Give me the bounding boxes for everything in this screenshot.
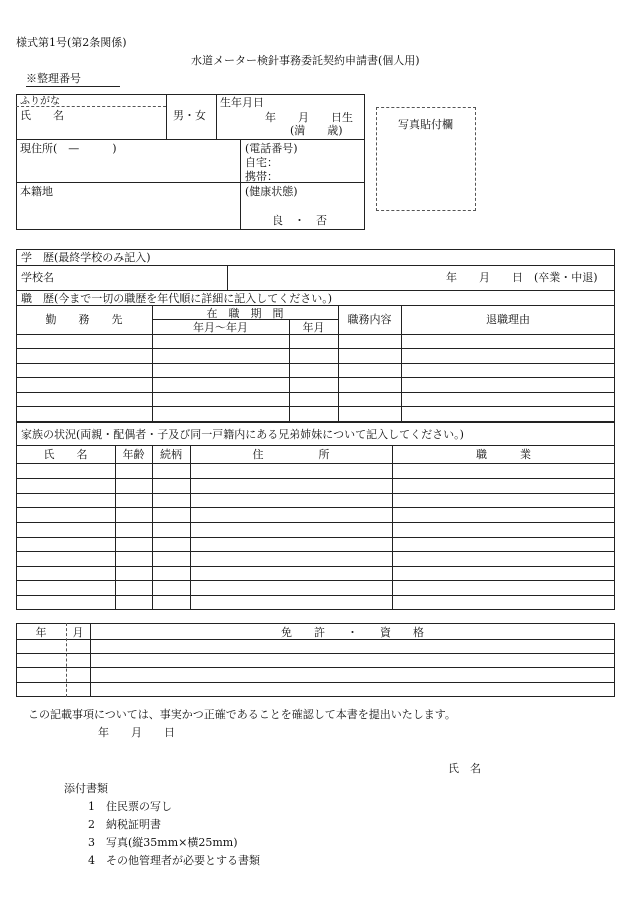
col-employer: 勤 務 先 [45,313,123,326]
phone-label: (電話番号) [245,142,298,155]
birthdate-label: 生年月日 [220,96,264,109]
graduation-date-field[interactable]: 年 月 日 (卒業・中退) [446,271,598,284]
health-options[interactable]: 良 ・ 否 [272,214,327,227]
declaration-text: この記載事項については、事実かつ正確であることを確認して本書を提出いたします。 [28,708,456,721]
attachment-item: 3 写真(縦35mm×横25mm) [88,836,238,849]
form-number: 様式第1号(第2条関係) [16,36,127,49]
attachments-title: 添付書類 [64,782,108,795]
age-field[interactable]: (満 歳) [290,124,343,137]
address-label: 現住所( — ) [20,142,117,155]
declaration-date[interactable]: 年 月 日 [98,726,175,739]
col-period: 在 職 期 間 [206,307,284,320]
form-title: 水道メーター検針事務委託契約申請書(個人用) [191,54,420,67]
attachment-item: 4 その他管理者が必要とする書類 [88,854,260,867]
attachment-item: 1 住民票の写し [88,800,172,813]
col-family-job: 職 業 [476,448,531,461]
attachment-item: 2 納税証明書 [88,818,161,831]
col-family-address: 住 所 [252,448,330,461]
col-family-name: 氏 名 [43,448,88,461]
phone-home-label: 自宅： [245,156,278,169]
signature-label: 氏 名 [448,762,481,775]
col-family-relation: 続柄 [160,448,182,461]
family-title: 家族の状況(両親・配偶者・子及び同一戸籍内にある兄弟姉妹について記入してください。) [21,428,464,441]
col-reason: 退職理由 [486,313,530,326]
domicile-label: 本籍地 [20,185,53,198]
school-name-label: 学校名 [21,271,54,284]
col-duties: 職務内容 [347,313,392,326]
furigana-label: ふりがな [20,96,60,107]
career-title: 職 歴(今まで一切の職歴を年代順に詳細に記入してください。) [21,292,333,305]
photo-label: 写真貼付欄 [398,118,453,131]
phone-mobile-label: 携帯： [245,170,278,183]
col-license-title: 免 許 ・ 資 格 [281,626,424,639]
birthdate-field[interactable]: 年 月 日生 [265,111,353,124]
col-years: 年月 [302,321,325,334]
col-license-month: 月 [72,626,84,639]
health-label: (健康状態) [245,185,298,198]
col-license-year: 年 [35,626,47,639]
gender-options[interactable]: 男・女 [173,109,206,122]
education-title: 学 歴(最終学校のみ記入) [21,251,151,264]
reference-number-label: ※整理番号 [26,72,81,85]
col-from-to: 年月～年月 [193,321,248,334]
reference-number-field[interactable] [26,86,120,87]
name-label: 氏 名 [20,109,64,122]
col-family-age: 年齢 [122,448,145,461]
